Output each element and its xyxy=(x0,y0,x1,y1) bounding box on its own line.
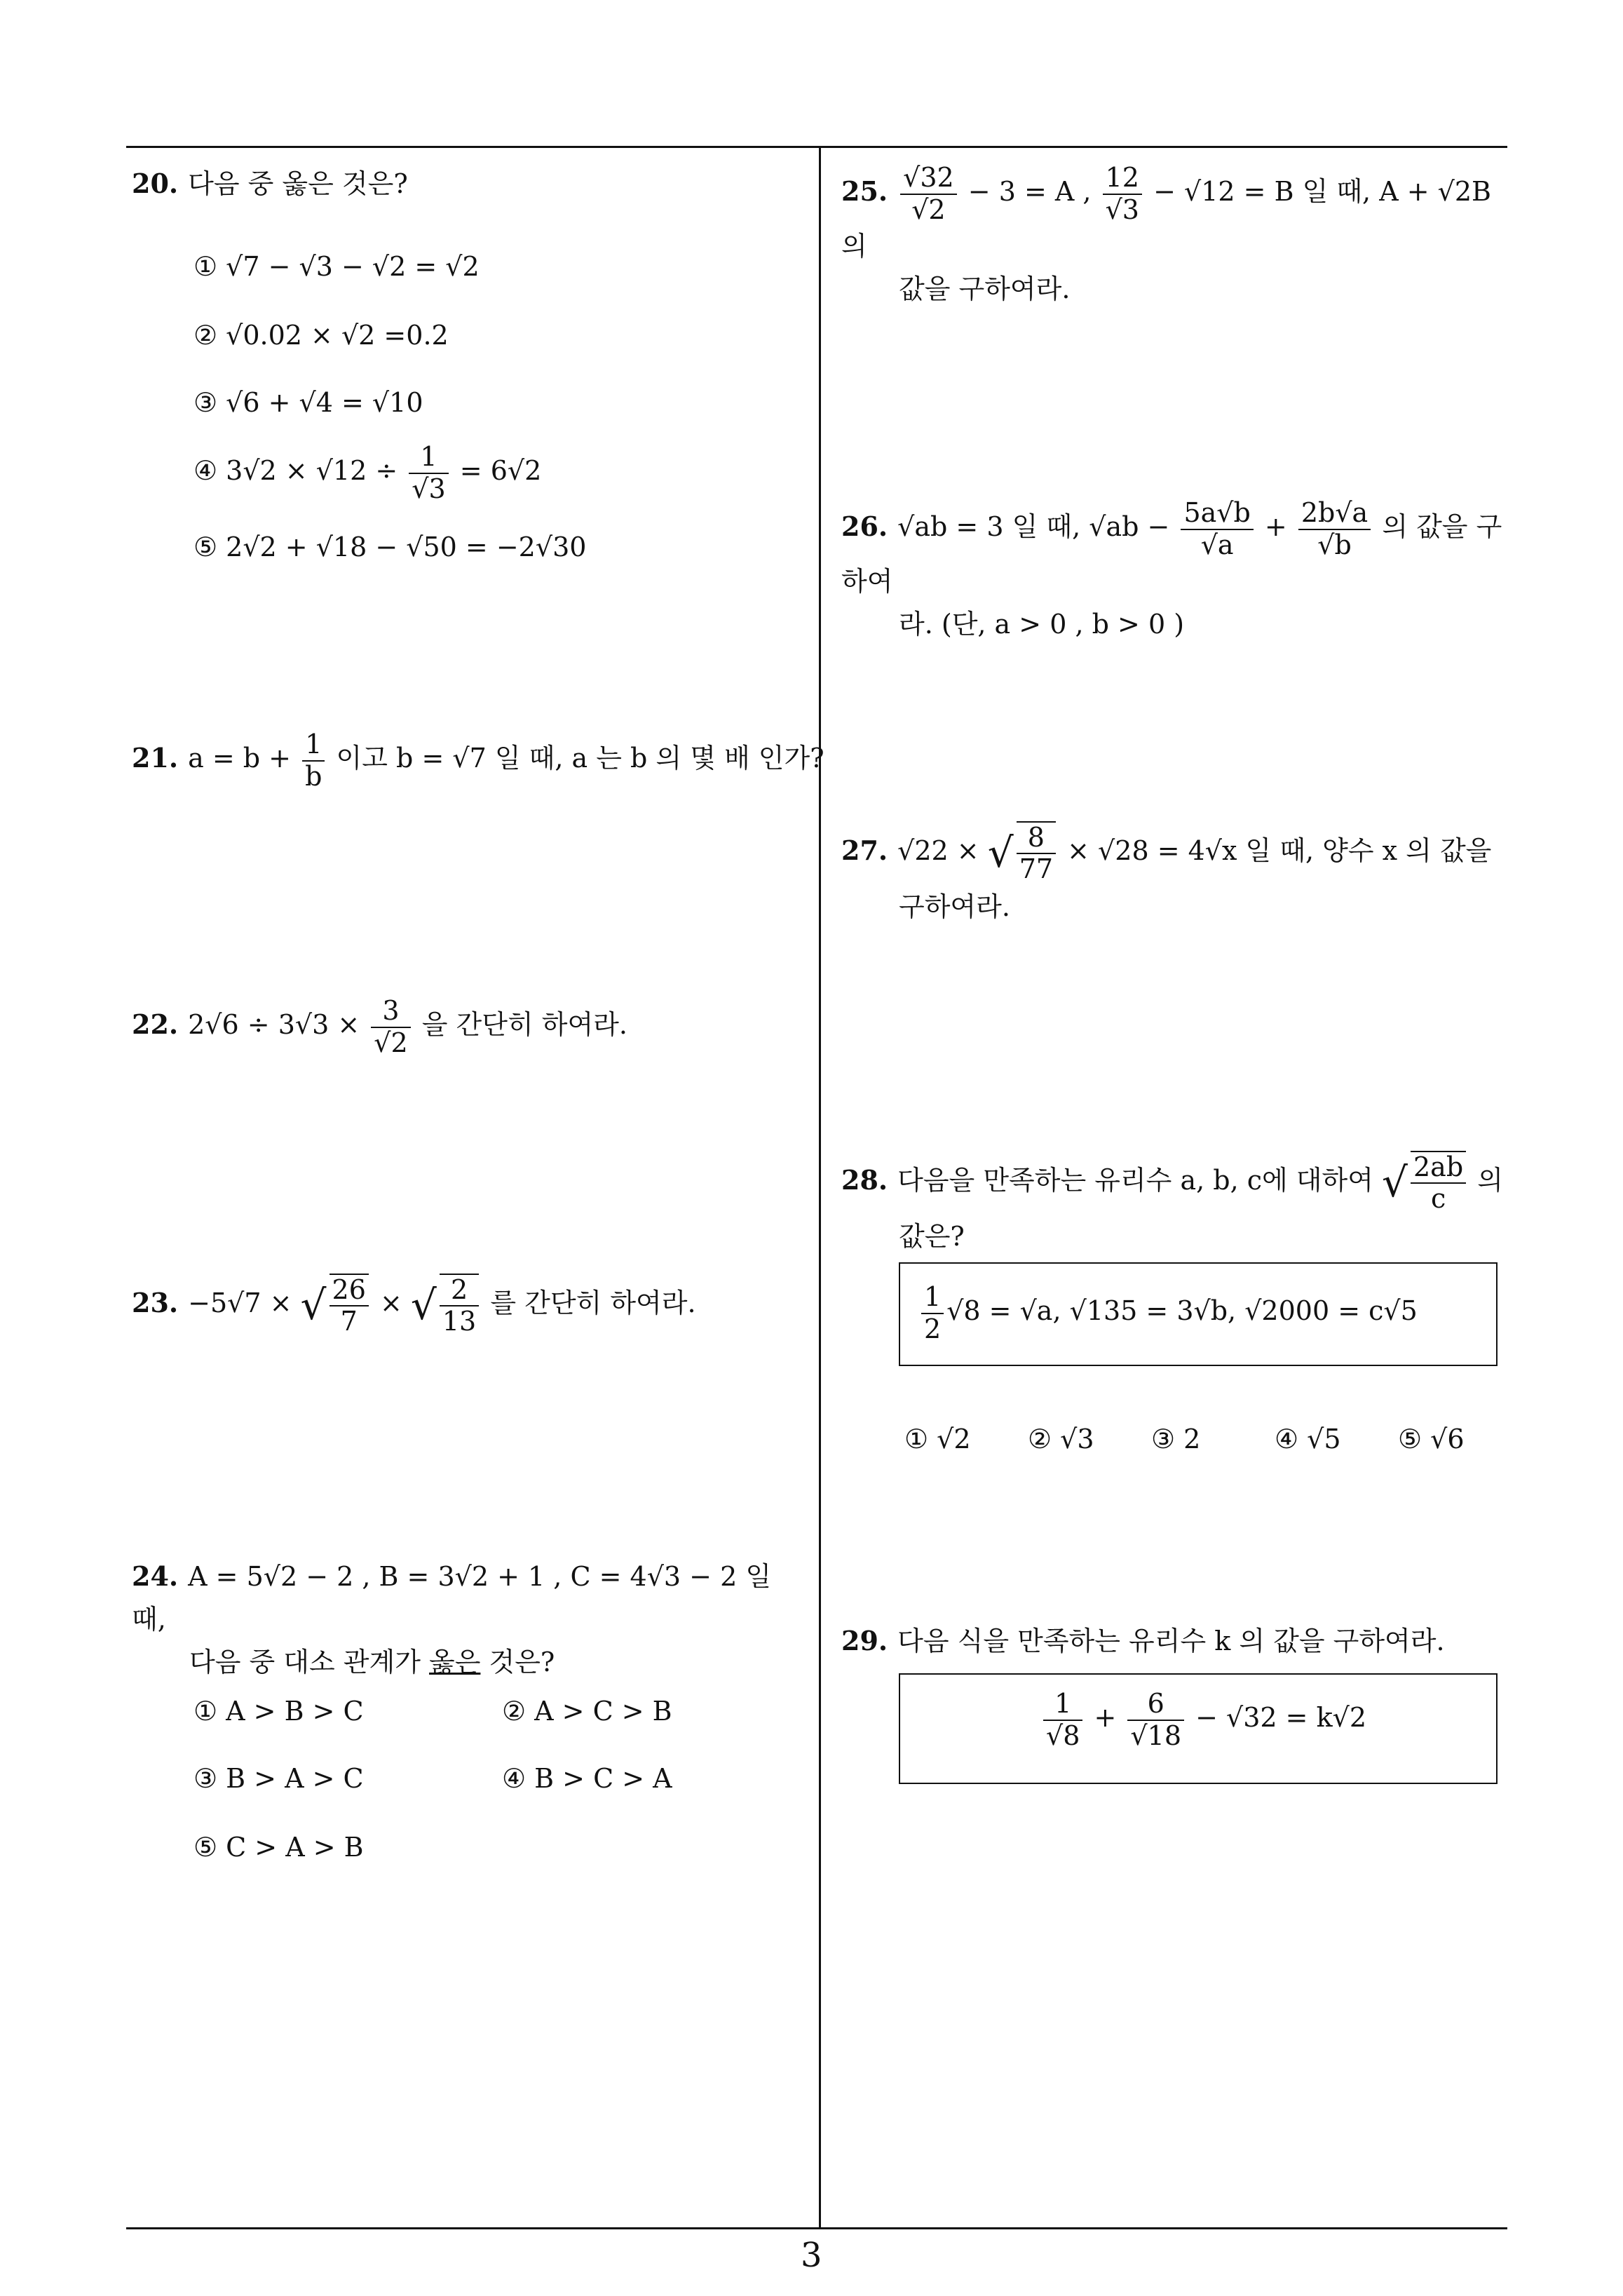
math-text: A = 5√2 − 2 , B = 3√2 + 1 , C = 4√3 − 2 일 때, xyxy=(132,1561,772,1635)
math-operator: + xyxy=(1094,1702,1117,1734)
formula-text: − √32 = k√2 xyxy=(1195,1702,1366,1734)
question-24 xyxy=(132,1555,805,1683)
fraction: $\frac{2b√a}{√b}$ xyxy=(1298,498,1371,560)
answer-option[interactable]: ① A > B > C xyxy=(193,1696,364,1727)
underlined-word: 옳은 xyxy=(429,1646,481,1677)
question-26 xyxy=(841,498,1514,646)
question-stem: 를 간단히 하여라. xyxy=(490,1287,696,1318)
question-number: 28. xyxy=(841,1163,888,1196)
math-text: √22 × xyxy=(897,835,979,866)
fraction: $\frac{8}{77}$ xyxy=(1017,821,1056,885)
question-stem: 다음 중 옳은 것은? xyxy=(188,168,408,199)
fraction: $\frac{2}{13}$ xyxy=(440,1274,479,1337)
fraction: $\frac{5a√b}{√a}$ xyxy=(1181,498,1253,560)
condition-box xyxy=(899,1262,1498,1366)
question-number: 27. xyxy=(841,834,888,866)
math-operator: + xyxy=(1264,511,1287,543)
fraction: $\frac{1}{√8}$ xyxy=(1043,1689,1082,1751)
fraction: $\frac{√32}{√2}$ xyxy=(900,163,957,225)
question-27: 27. √22 × √ $\frac{8}{77}$ × √28 = 4√x 일 때, 양수 x 의 값을 구하여라. xyxy=(841,821,1514,928)
question-stem-line2: 다음 중 대소 관계가 옳은 것은? xyxy=(189,1646,555,1677)
answer-option[interactable] xyxy=(193,442,541,504)
math-text: √ab = 3 일 때, √ab − xyxy=(897,511,1170,543)
question-number: 20. xyxy=(132,168,179,199)
column-divider xyxy=(819,146,821,2229)
question-stem-line2: 값은? xyxy=(899,1220,965,1252)
option-text: ④ 3√2 × √12 ÷ xyxy=(193,455,398,487)
answer-option[interactable]: ③ √6 + √4 = √10 xyxy=(193,387,423,418)
math-text: 2√6 ÷ 3√3 × xyxy=(188,1009,360,1041)
page-number: 3 xyxy=(801,2236,822,2275)
equation-formula xyxy=(1040,1689,1366,1751)
top-rule xyxy=(126,146,1507,148)
question-number: 26. xyxy=(841,511,888,543)
fraction: $\frac{6}{√18}$ xyxy=(1127,1689,1184,1751)
answer-option[interactable]: ② A > C > B xyxy=(502,1696,672,1727)
question-stem: 다음 식을 만족하는 유리수 k 의 값을 구하여라. xyxy=(897,1626,1445,1656)
answer-option[interactable]: ② √3 xyxy=(1028,1424,1094,1454)
fraction: $\frac{3}{√2}$ xyxy=(371,996,410,1058)
answer-option[interactable]: ② √0.02 × √2 =0.2 xyxy=(193,320,449,351)
question-22 xyxy=(132,996,627,1058)
fraction: $\frac{26}{7}$ xyxy=(330,1274,369,1337)
fraction: $\frac{1}{b}$ xyxy=(302,729,325,792)
answer-option[interactable]: ⑤ √6 xyxy=(1398,1424,1465,1454)
math-operator: × xyxy=(379,1287,402,1318)
question-stem-line2: 값을 구하여라. xyxy=(899,274,1071,305)
question-number: 23. xyxy=(132,1286,179,1318)
math-text: −5√7 × xyxy=(188,1287,292,1318)
question-number: 25. xyxy=(841,175,888,208)
fraction: $\frac{1}{√3}$ xyxy=(409,442,448,504)
question-stem: 다음을 만족하는 유리수 a, b, c에 대하여 xyxy=(897,1164,1373,1196)
condition-formula xyxy=(918,1282,1418,1344)
answer-option[interactable]: ① √7 − √3 − √2 = √2 xyxy=(193,251,480,282)
question-number: 22. xyxy=(132,1008,179,1041)
answer-option[interactable]: ① √2 xyxy=(904,1424,971,1454)
math-text: a = b + xyxy=(188,743,292,774)
answer-option[interactable]: ④ √5 xyxy=(1275,1424,1341,1454)
answer-option[interactable]: ⑤ 2√2 + √18 − √50 = −2√30 xyxy=(193,532,587,562)
math-text: − √12 = B 일 때, A + √2B 의 xyxy=(841,176,1491,262)
question-23: 23. −5√7 × √ $\frac{26}{7}$ × √ $\frac{2}{13}$ 를 간단히 하여라. xyxy=(132,1274,696,1337)
answer-option[interactable]: ③ 2 xyxy=(1151,1424,1201,1454)
question-25 xyxy=(841,163,1514,311)
question-stem-line2: 구하여라. xyxy=(899,891,1010,922)
equation-box xyxy=(899,1673,1498,1784)
math-text: × √28 = 4√x 일 때, 양수 x 의 값을 xyxy=(1067,835,1492,866)
question-28: 28. 다음을 만족하는 유리수 a, b, c에 대하여 √ $\frac{2ab}{c}$ 의 값은? xyxy=(841,1150,1514,1258)
question-number: 21. xyxy=(132,742,179,774)
math-text: − 3 = A , xyxy=(967,176,1092,208)
question-number: 24. xyxy=(132,1560,179,1592)
fraction: $\frac{1}{2}$ xyxy=(921,1282,944,1344)
answer-option[interactable]: ③ B > A > C xyxy=(193,1763,364,1794)
fraction: $\frac{12}{√3}$ xyxy=(1103,163,1142,225)
fraction: $\frac{2ab}{c}$ xyxy=(1411,1151,1466,1215)
question-stem: 을 간단히 하여라. xyxy=(421,1009,627,1041)
question-stem: 의 값을 구하여 xyxy=(841,511,1502,597)
question-stem: 의 xyxy=(1477,1164,1503,1196)
question-stem: 이고 b = √7 일 때, a 는 b 의 몇 배 인가? xyxy=(336,743,824,774)
answer-option[interactable]: ④ B > C > A xyxy=(502,1763,672,1794)
question-number: 29. xyxy=(841,1625,888,1656)
bottom-rule xyxy=(126,2227,1507,2229)
question-21 xyxy=(132,729,824,792)
question-stem-line2: 라. (단, a > 0 , b > 0 ) xyxy=(899,609,1185,640)
answer-option[interactable]: ⑤ C > A > B xyxy=(193,1832,364,1863)
option-tail: = 6√2 xyxy=(459,455,542,487)
formula-text: √8 = √a, √135 = 3√b, √2000 = c√5 xyxy=(946,1295,1418,1327)
question-20 xyxy=(132,163,408,205)
question-29 xyxy=(841,1620,1514,1663)
